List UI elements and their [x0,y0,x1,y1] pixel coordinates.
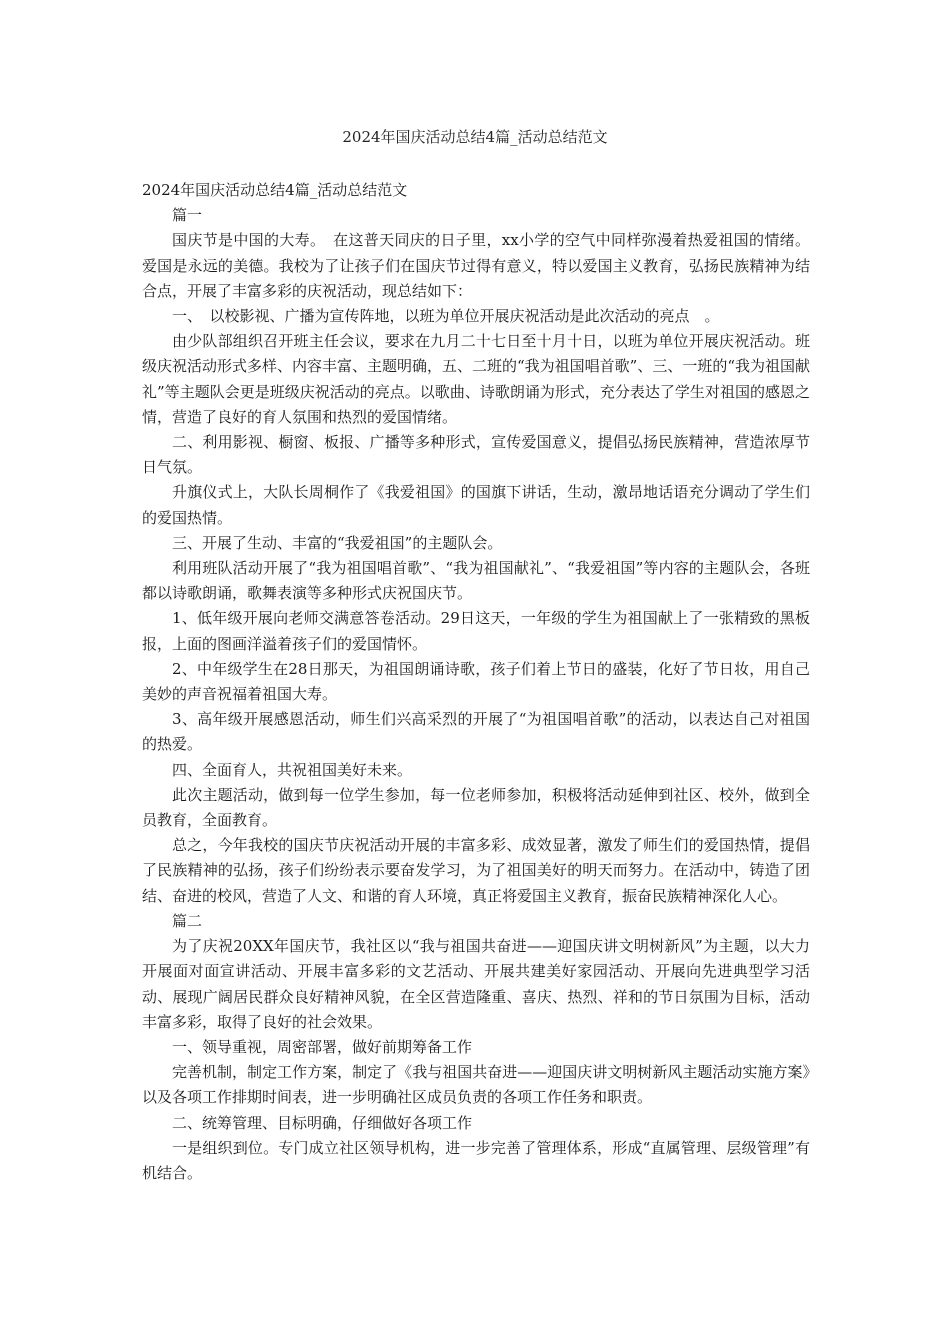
paragraph: 此次主题活动，做到每一位学生参加，每一位老师参加，积极将活动延伸到社区、校外，做到全员教育，全面教育。 [142,785,810,830]
paragraph: 二、利用影视、橱窗、板报、广播等多种形式，宣传爱国意义，提倡弘扬民族精神，营造浓厚节日气氛。 [142,433,810,477]
paragraph: 二、统筹管理、目标明确，仔细做好各项工作 [172,1113,473,1132]
paragraph: 由少队部组织召开班主任会议，要求在九月二十七日至十月十日，以班为单位开展庆祝活动。班级庆祝活动形式多样、内容丰富、主题明确，五、二班的“我为祖国唱首歌”、三、一班的“我为祖国献礼”等主题队会更是班级庆祝活动的亮点。以歌曲、诗歌朗诵为形式，充分表达了学生对祖国的感恩之情，营造了良好的育人氛围和热烈的爱国情绪。 [142,332,811,426]
document-title: 2024年国庆活动总结4篇_活动总结范文 [342,128,608,146]
paragraph: 一、领导重视，周密部署，做好前期筹备工作 [172,1037,473,1056]
document-subtitle: 2024年国庆活动总结4篇_活动总结范文 [142,181,408,199]
document-body [142,178,810,1186]
section-heading: 篇一 [172,206,203,225]
paragraph: 一、 以校影视、广播为宣传阵地，以班为单位开展庆祝活动是此次活动的亮点 。 [172,307,720,326]
paragraph: 总之，今年我校的国庆节庆祝活动开展的丰富多彩、成效显著，激发了师生们的爱国热情，提倡了民族精神的弘扬，孩子们纷纷表示要奋发学习，为了祖国美好的明天而努力。在活动中，铸造了团结、奋进的校风，营造了人文、和谐的育人环境，真正将爱国主义教育，振奋民族精神深化人心。 [142,836,810,905]
paragraph: 1、低年级开展向老师交满意答卷活动。29日这天，一年级的学生为祖国献上了一张精致的黑板报，上面的图画洋溢着孩子们的爱国情怀。 [142,609,810,653]
paragraph: 完善机制，制定工作方案，制定了《我与祖国共奋进——迎国庆讲文明树新风主题活动实施方案》以及各项工作排期时间表，进一步明确社区成员负责的各项工作任务和职责。 [142,1063,810,1107]
paragraph: 四、全面育人，共祝祖国美好未来。 [172,760,413,779]
section-heading: 篇二 [172,911,203,930]
paragraph: 利用班队活动开展了“我为祖国唱首歌”、“我为祖国献礼”、“我爱祖国”等内容的主题队会，各班都以诗歌朗诵，歌舞表演等多种形式庆祝国庆节。 [142,559,810,603]
paragraph: 升旗仪式上，大队长周桐作了《我爱祖国》的国旗下讲话，生动，激昂地话语充分调动了学生们的爱国热情。 [142,483,810,527]
paragraph: 国庆节是中国的大寿。 在这普天同庆的日子里，xx小学的空气中同样弥漫着热爱祖国的情绪。爱国是永远的美德。我校为了让孩子们在国庆节过得有意义，特以爱国主义教育，弘扬民族精神为结合点，开展了丰富多彩的庆祝活动，现总结如下： [142,231,810,300]
paragraph: 为了庆祝20XX年国庆节，我社区以“我与祖国共奋进——迎国庆讲文明树新风”为主题，以大力开展面对面宣讲活动、开展丰富多彩的文艺活动、开展共建美好家园活动、开展向先进典型学习活动、展现广阔居民群众良好精神风貌，在全区营造隆重、喜庆、热烈、祥和的节日氛围为目标，活动丰富多彩，取得了良好的社会效果。 [142,937,810,1031]
paragraph: 一是组织到位。专门成立社区领导机构，进一步完善了管理体系，形成“直属管理、层级管理”有机结合。 [142,1138,810,1182]
paragraph: 三、开展了生动、丰富的“我爱祖国”的主题队会。 [172,533,503,552]
paragraph: 3、高年级开展感恩活动，师生们兴高采烈的开展了“为祖国唱首歌”的活动，以表达自己对祖国的热爱。 [142,710,810,754]
paragraph: 2、中年级学生在28日那天，为祖国朗诵诗歌，孩子们着上节日的盛装，化好了节日妆，用自己美妙的声音祝福着祖国大寿。 [142,659,810,704]
